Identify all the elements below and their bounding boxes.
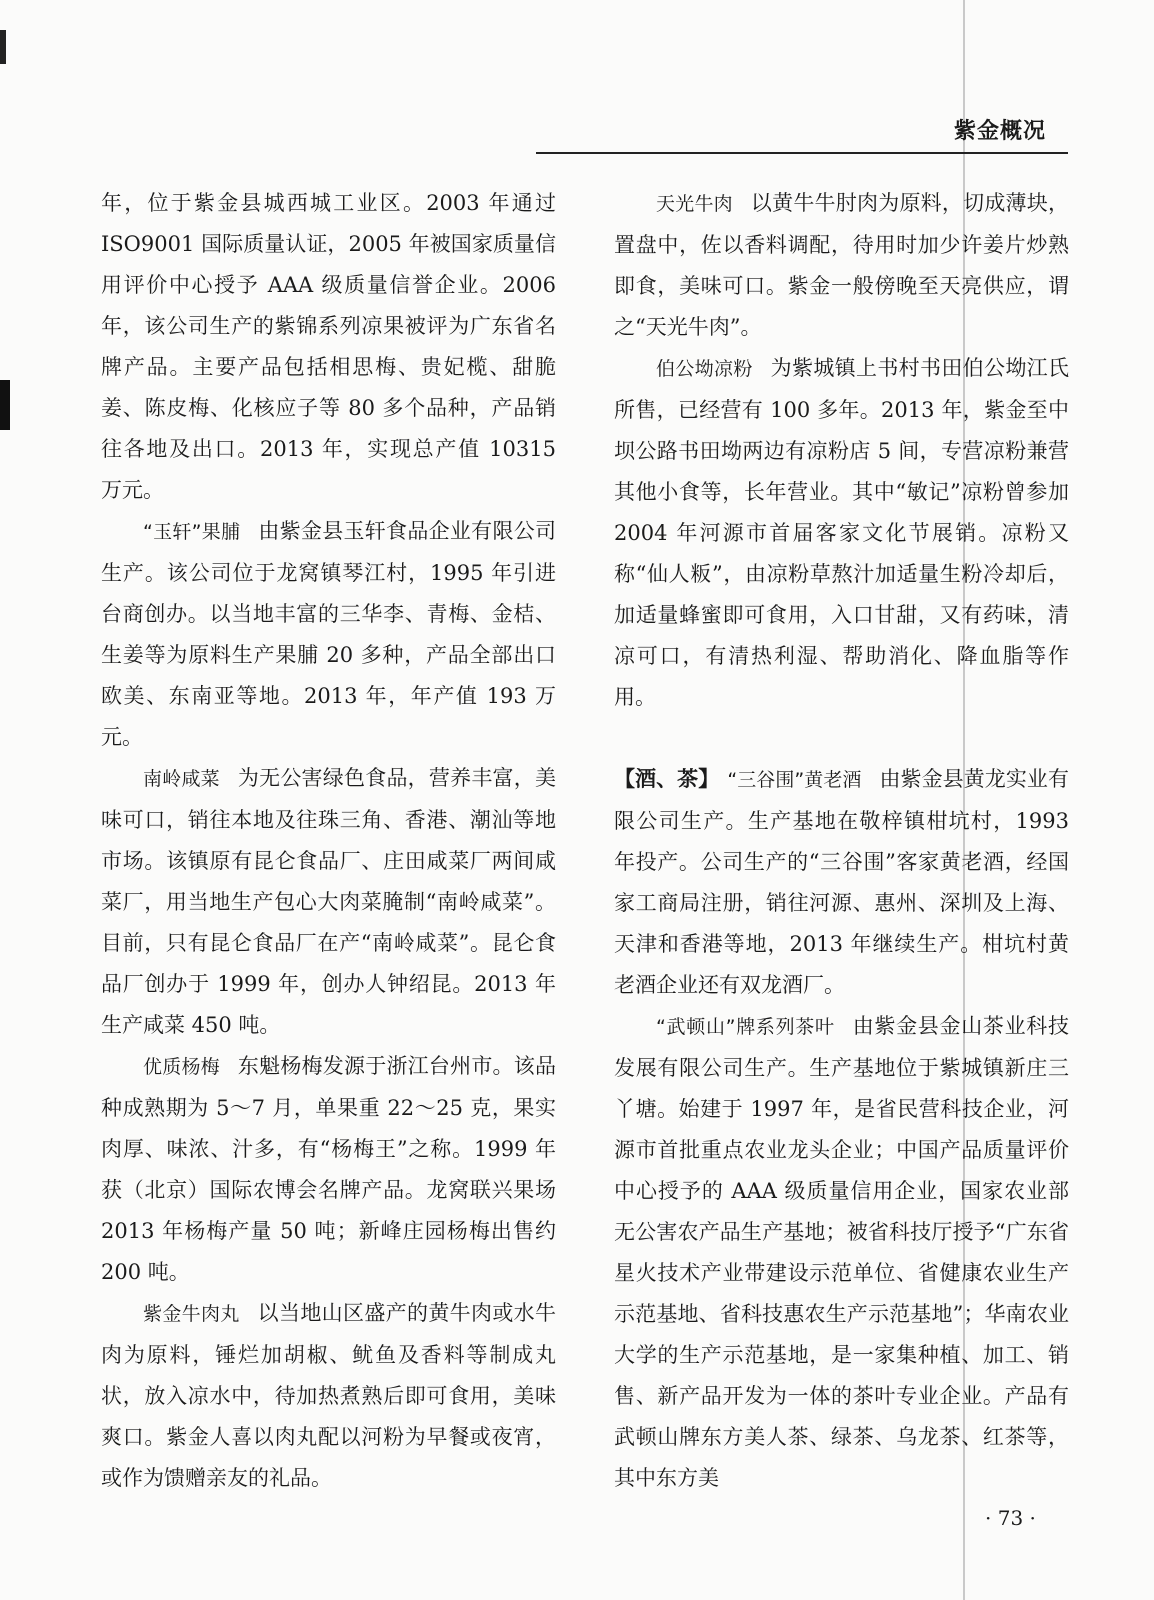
header-rule — [536, 152, 1068, 154]
entry-body: 以黄牛牛肘肉为原料，切成薄块，置盘中，佐以香料调配，待用时加少许姜片炒熟即食，美味可口。紫金一般傍晚至天亮供应，谓之“天光牛肉”。 — [614, 191, 1069, 339]
entry-title: “武顿山”牌系列茶叶 — [656, 1016, 835, 1038]
entry-title: 优质杨梅 — [143, 1056, 220, 1078]
entry-body: 为无公害绿色食品，营养丰富，美味可口，销往本地及往珠三角、香港、潮汕等地市场。该镇原有昆仑食品厂、庄田咸菜厂两间咸菜厂，用当地生产包心大肉菜腌制“南岭咸菜”。目前，只有昆仑食品厂在产“南岭咸菜”。昆仑食品厂创办于 1999 年，创办人钟绍昆。2013 年生产咸菜 450 吨。 — [101, 766, 556, 1037]
paragraph: 年，位于紫金县城西城工业区。2003 年通过 ISO9001 国际质量认证，2005 年被国家质量信用评价中心授予 AAA 级质量信誉企业。2006 年，该公司生产的紫锦系列凉果被评为广东省名牌产品。主要产品包括相思梅、贵妃榄、甜脆姜、陈皮梅、化核应子等 80 多个品种，产品销往各地及出口。2013 年，实现总产值 10315 万元。 — [101, 191, 556, 502]
section-category: 【酒、茶】 — [614, 767, 720, 791]
page-number: · 73 · — [985, 1506, 1036, 1530]
entry-title: 伯公坳凉粉 — [656, 358, 753, 380]
entry-title: 天光牛肉 — [656, 193, 733, 215]
entry-body: 以当地山区盛产的黄牛肉或水牛肉为原料，锤烂加胡椒、鱿鱼及香料等制成丸状，放入凉水中，待加热煮熟后即可食用，美味爽口。紫金人喜以肉丸配以河粉为早餐或夜宵，或作为馈赠亲友的礼品。 — [101, 1301, 556, 1490]
entry-title: “玉轩”果脯 — [143, 521, 241, 543]
right-column — [614, 183, 1069, 1499]
scan-edge-mark — [0, 380, 10, 430]
entry-body: 由紫金县金山茶业科技发展有限公司生产。生产基地位于紫城镇新庄三丫塘。始建于 1997 年，是省民营科技企业，河源市首批重点农业龙头企业；中国产品质量评价中心授予的 AAA 级质量信用企业，国家农业部无公害农产品生产基地；被省科技厅授予“广东省星火技术产业带建设示范单位、省健康农业生产示范基地、省科技惠农生产示范基地”；华南农业大学的生产示范基地，是一家集种植、加工、销售、新产品开发为一体的茶叶专业企业。产品有武顿山牌东方美人茶、绿茶、乌龙茶、红茶等，其中东方美 — [614, 1014, 1070, 1490]
entry-title: “三谷围”黄老酒 — [727, 769, 862, 791]
entry-body: 由紫金县黄龙实业有限公司生产。生产基地在敬梓镇柑坑村，1993 年投产。公司生产的“三谷围”客家黄老酒，经国家工商局注册，销往河源、惠州、深圳及上海、天津和香港等地，2013 年继续生产。柑坑村黄老酒企业还有双龙酒厂。 — [614, 767, 1069, 997]
entry-paragraph — [101, 511, 556, 758]
entry-title: 南岭咸菜 — [143, 768, 220, 790]
entry-paragraph — [101, 1293, 556, 1499]
entry-paragraph — [614, 1006, 1069, 1499]
entry-paragraph — [101, 1046, 556, 1293]
scan-edge-mark — [0, 30, 6, 64]
left-column — [101, 183, 556, 1499]
entry-paragraph — [614, 759, 1069, 1006]
entry-body: 东魁杨梅发源于浙江台州市。该品种成熟期为 5～7 月，单果重 22～25 克，果实肉厚、味浓、汁多，有“杨梅王”之称。1999 年获（北京）国际农博会名牌产品。龙窝联兴果场 2013 年杨梅产量 50 吨；新峰庄园杨梅出售约 200 吨。 — [101, 1054, 556, 1284]
running-header-title: 紫金概况 — [954, 119, 1047, 144]
entry-paragraph — [614, 183, 1069, 348]
section-gap — [614, 718, 1069, 759]
entry-paragraph — [101, 758, 556, 1046]
entry-body: 由紫金县玉轩食品企业有限公司生产。该公司位于龙窝镇琴江村，1995 年引进台商创办。以当地丰富的三华李、青梅、金桔、生姜等为原料生产果脯 20 多种，产品全部出口欧美、东南亚等地。2013 年，年产值 193 万元。 — [101, 519, 557, 749]
entry-title: 紫金牛肉丸 — [143, 1303, 240, 1325]
entry-body: 为紫城镇上书村书田伯公坳江氏所售，已经营有 100 多年。2013 年，紫金至中坝公路书田坳两边有凉粉店 5 间，专营凉粉兼营其他小食等，长年营业。其中“敏记”凉粉曾参加 2004 年河源市首届客家文化节展销。凉粉又称“仙人粄”，由凉粉草熬汁加适量生粉冷却后，加适量蜂蜜即可食用，入口甘甜，又有药味，清凉可口，有清热利湿、帮助消化、降血脂等作用。 — [614, 356, 1069, 709]
entry-paragraph — [614, 348, 1069, 718]
